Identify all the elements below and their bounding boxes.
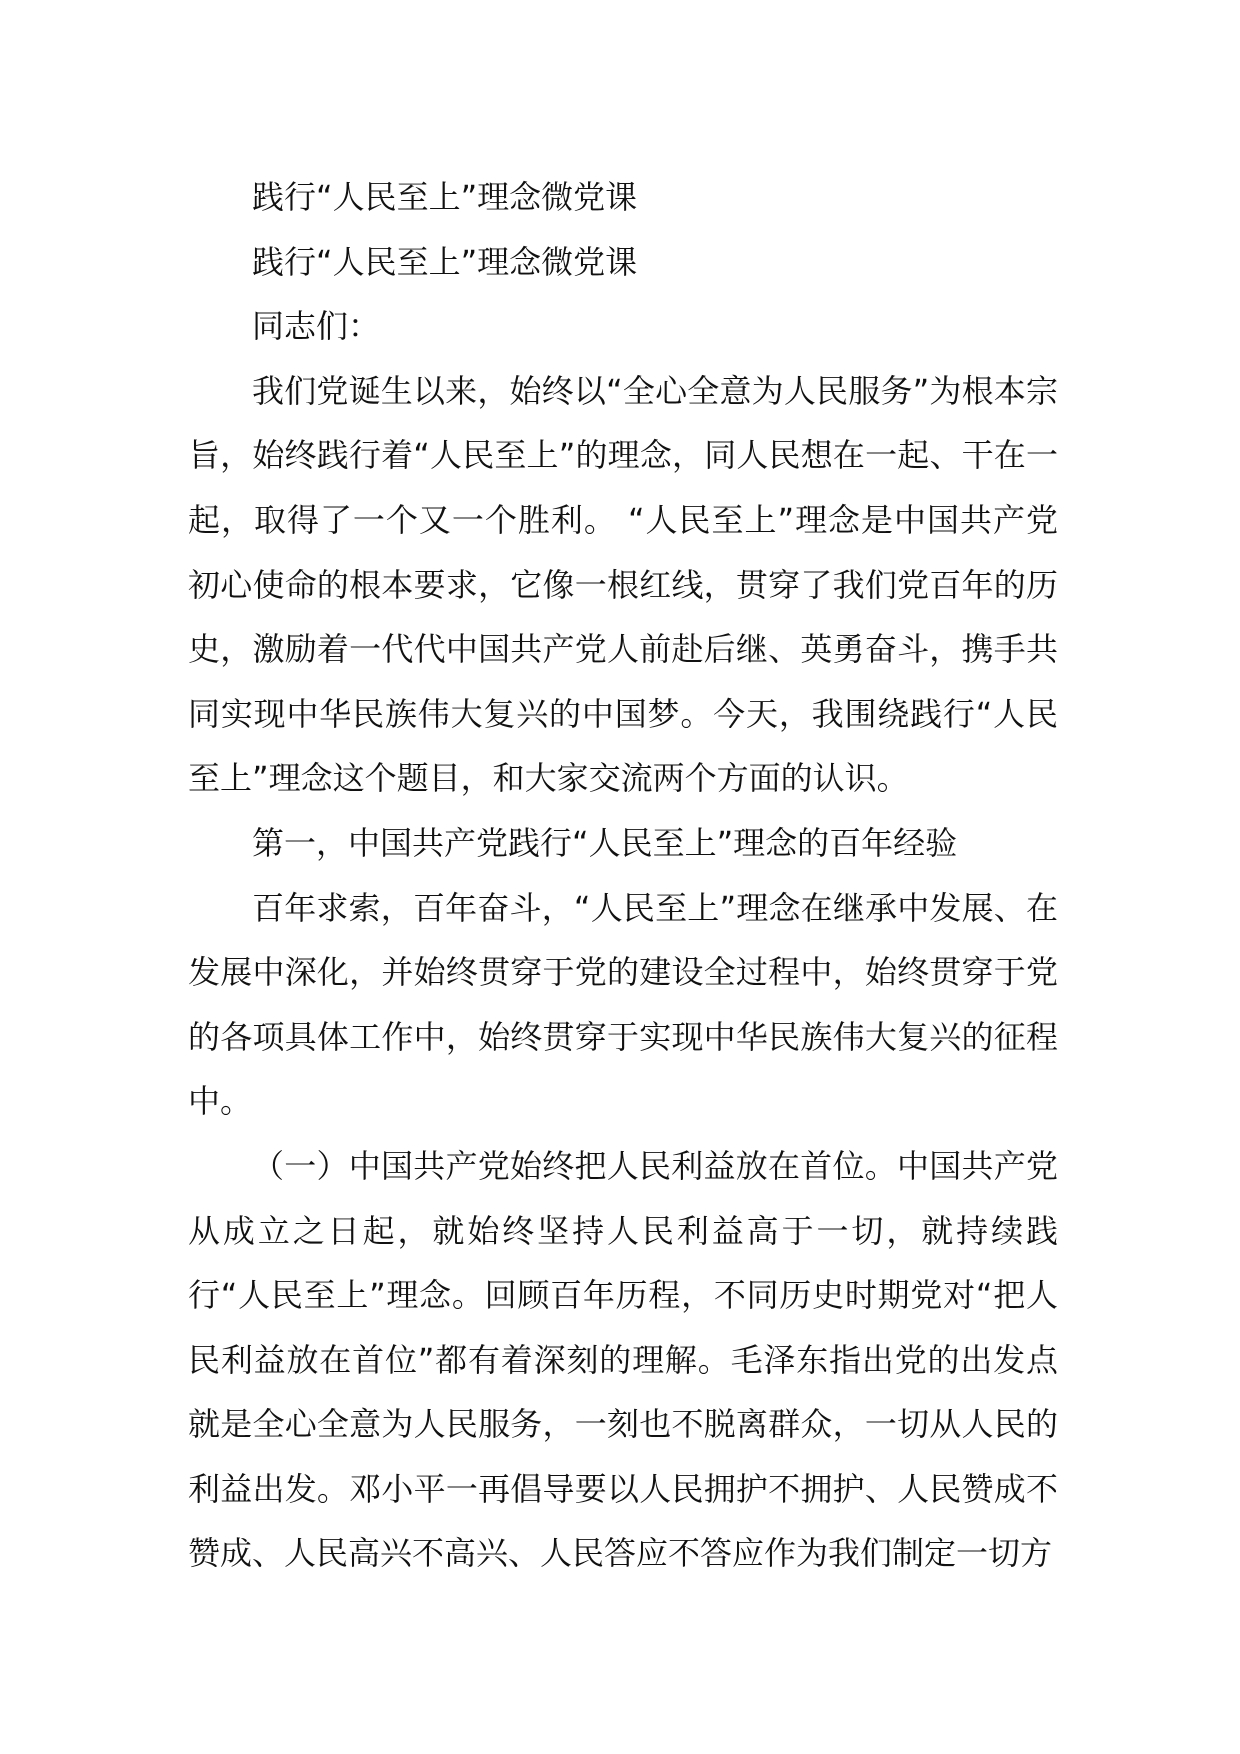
paragraph-intro: 我们党诞生以来，始终以“全心全意为人民服务”为根本宗旨，始终践行着“人民至上”的理念，同人民想在一起、干在一起，取得了一个又一个胜利。 “人民至上”理念是中国共产党初心使命的根本要求，它像一根红线，贯穿了我们党百年的历史，激励着一代代中国共产党人前赴后继、英勇奋斗，携手共同实现中华民族伟大复兴的中国梦。今天，我围绕践行“人民至上”理念这个题目，和大家交流两个方面的认识。 <box>188 371 1058 798</box>
salutation: 同志们： <box>252 307 381 346</box>
paragraph-overview: 百年求索，百年奋斗，“人民至上”理念在继承中发展、在发展中深化，并始终贯穿于党的建设全过程中，始终贯穿于党的各项具体工作中，始终贯穿于实现中华民族伟大复兴的征程中。 <box>188 888 1058 1121</box>
document-title-line: 践行“人民至上”理念微党课 <box>252 178 638 216</box>
paragraph-point-one: （一）中国共产党始终把人民利益放在首位。中国共产党从成立之日起，就始终坚持人民利益高于一切，就持续践行“人民至上”理念。回顾百年历程，不同历史时期党对“把人民利益放在首位”都有着深刻的理解。毛泽东指出党的出发点就是全心全意为人民服务，一刻也不脱离群众，一切从人民的利益出发。邓小平一再倡导要以人民拥护不拥护、人民赞成不赞成、人民高兴不高兴、人民答应不答应作为我们制定一切方 <box>188 1146 1058 1573</box>
document-body <box>188 165 1058 1586</box>
document-title-line-repeat: 践行“人民至上”理念微党课 <box>252 242 638 281</box>
section-heading-first: 第一，中国共产党践行“人民至上”理念的百年经验 <box>252 823 958 862</box>
